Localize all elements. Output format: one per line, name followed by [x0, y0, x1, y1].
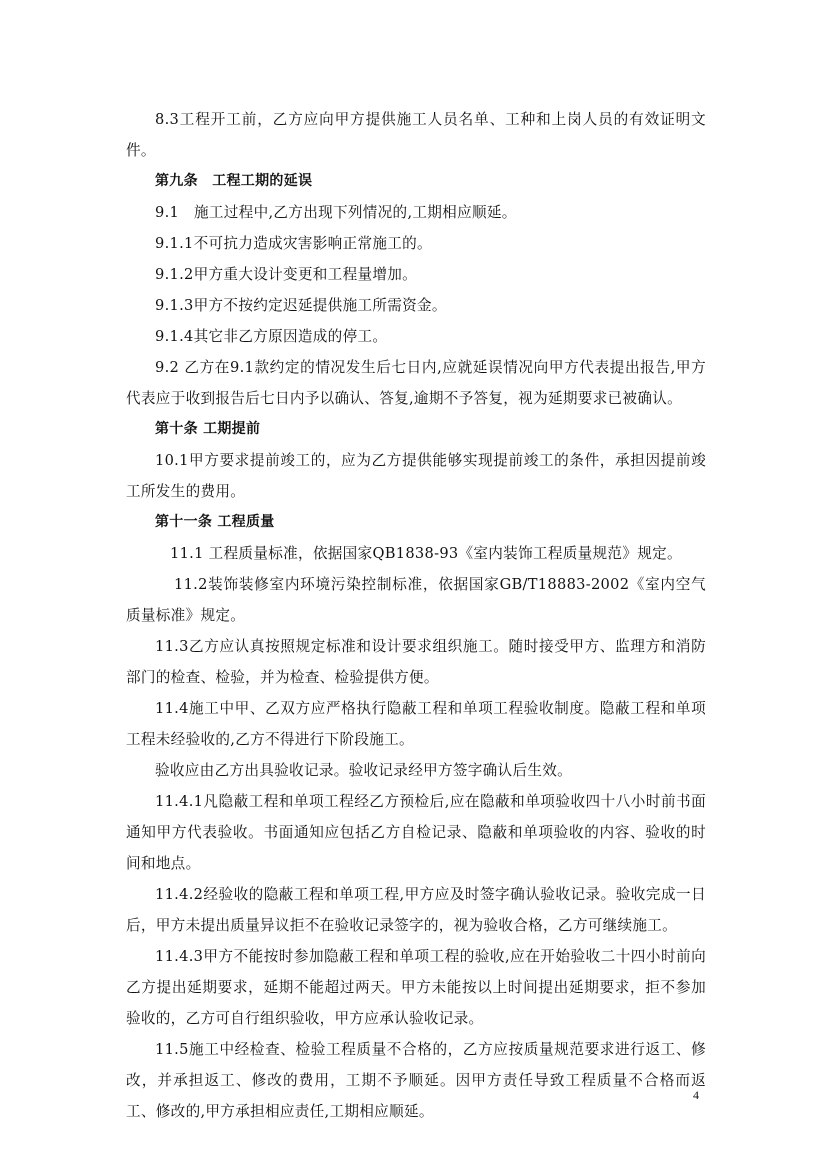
clause-9-1-3: 9.1.3甲方不按约定迟延提供施工所需资金。 — [155, 297, 447, 314]
document-body — [126, 104, 706, 1127]
clause-9-1-4: 9.1.4其它非乙方原因造成的停工。 — [155, 328, 388, 345]
clause-11-3: 11.3乙方应认真按照规定标准和设计要求组织施工。随时接受甲方、监理方和消防部门的检查、检验，并为检查、检验提供方便。 — [126, 638, 706, 686]
clause-11-1: 11.1 工程质量标准，依据国家QB1838-93《室内装饰工程质量规范》规定。 — [170, 545, 682, 562]
clause-9-2: 9.2 乙方在9.1款约定的情况发生后七日内,应就延误情况向甲方代表提出报告,甲方代表应于收到报告后七日内予以确认、答复,逾期不予答复，视为延期要求已被确认。 — [126, 359, 706, 407]
clause-11-4-note: 验收应由乙方出具验收记录。验收记录经甲方签字确认后生效。 — [155, 762, 573, 779]
clause-8-3: 8.3工程开工前，乙方应向甲方提供施工人员名单、工种和上岗人员的有效证明文件。 — [126, 111, 706, 159]
article-10-heading: 第十条 工期提前 — [155, 421, 261, 437]
clause-11-2: 11.2装饰装修室内环境污染控制标准，依据国家GB/T18883-2002《室内空气质量标准》规定。 — [126, 576, 706, 624]
article-9-heading: 第九条 工程工期的延误 — [155, 173, 313, 189]
clause-9-1-2: 9.1.2甲方重大设计变更和工程量增加。 — [155, 266, 418, 283]
article-11-heading: 第十一条 工程质量 — [155, 514, 275, 530]
clause-9-1: 9.1 施工过程中,乙方出现下列情况的,工期相应顺延。 — [155, 204, 517, 221]
clause-11-4-3: 11.4.3甲方不能按时参加隐蔽工程和单项工程的验收,应在开始验收二十四小时前向乙方提出延期要求，延期不能超过两天。甲方未能按以上时间提出延期要求，拒不参加验收的，乙方可自行组织验收，甲方应承认验收记录。 — [126, 948, 706, 1027]
clause-9-1-1: 9.1.1不可抗力造成灾害影响正常施工的。 — [155, 235, 432, 252]
clause-11-4-1: 11.4.1凡隐蔽工程和单项工程经乙方预检后,应在隐蔽和单项验收四十八小时前书面通知甲方代表验收。书面通知应包括乙方自检记录、隐蔽和单项验收的内容、验收的时间和地点。 — [126, 793, 706, 872]
clause-11-4-2: 11.4.2经验收的隐蔽工程和单项工程,甲方应及时签字确认验收记录。验收完成一日后，甲方未提出质量异议拒不在验收记录签字的，视为验收合格，乙方可继续施工。 — [126, 886, 706, 934]
clause-11-4: 11.4施工中甲、乙双方应严格执行隐蔽工程和单项工程验收制度。隐蔽工程和单项工程未经验收的,乙方不得进行下阶段施工。 — [126, 700, 706, 748]
page-number: 4 — [693, 1088, 699, 1102]
clause-10-1: 10.1甲方要求提前竣工的，应为乙方提供能够实现提前竣工的条件，承担因提前竣工所发生的费用。 — [126, 452, 706, 500]
clause-11-5: 11.5施工中经检查、检验工程质量不合格的，乙方应按质量规范要求进行返工、修改，并承担返工、修改的费用，工期不予顺延。因甲方责任导致工程质量不合格而返工、修改的,甲方承担相应责任,工期相应顺延。 — [126, 1041, 706, 1120]
